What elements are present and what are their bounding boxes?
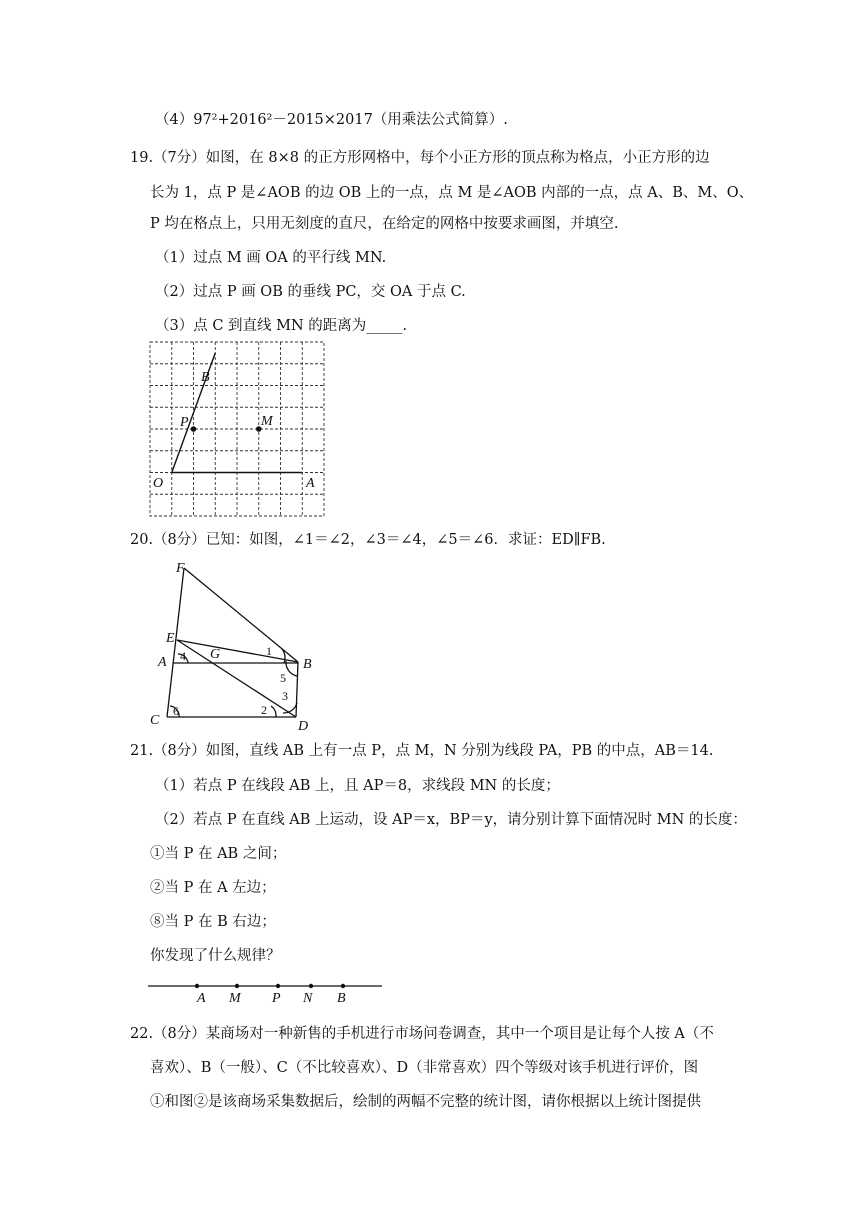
label-p: P [272, 991, 281, 1006]
label-f: F [176, 561, 185, 576]
q19-line2: 长为 1，点 P 是∠AOB 的边 OB 上的一点，点 M 是∠AOB 内部的一点，点 A、B、M、O、 [150, 185, 754, 201]
segment-fb [184, 568, 298, 662]
label-o: O [153, 476, 164, 491]
label-m: M [229, 991, 241, 1006]
q21-case2: ②当 P 在 A 左边； [150, 880, 276, 896]
q22-line2: 喜欢）、B（一般）、C（不比较喜欢）、D（非常喜欢）四个等级对该手机进行评价，图 [150, 1060, 699, 1076]
segment-bd [296, 662, 298, 717]
q19-part3: （3）点 C 到直线 MN 的距离为_____. [155, 318, 408, 334]
q20-line1: 20.（8分）已知：如图，∠1＝∠2，∠3＝∠4，∠5＝∠6．求证：ED∥FB. [130, 532, 606, 548]
q19-grid-figure [140, 336, 340, 520]
label-b: B [303, 657, 312, 672]
q19-part1: （1）过点 M 画 OA 的平行线 MN. [155, 250, 387, 266]
label-a: A [158, 655, 167, 670]
segment-ed [177, 640, 296, 717]
q22-line3: ①和图②是该商场采集数据后，绘制的两幅不完整的统计图，请你根据以上统计图提供 [150, 1094, 701, 1110]
angle-1-label: 1 [266, 644, 272, 658]
label-e: E [166, 631, 175, 646]
label-p: P [180, 415, 189, 430]
angle-4-label: 4 [180, 649, 186, 663]
q19-line3: P 均在格点上，只用无刻度的直尺，在给定的网格中按要求画图，并填空. [150, 216, 619, 232]
q21-question: 你发现了什么规律？ [150, 948, 281, 964]
angle-2-label: 2 [261, 703, 267, 717]
label-a: A [197, 991, 206, 1006]
label-m: M [261, 414, 273, 429]
angle-6-label: 6 [173, 704, 179, 718]
label-b: B [201, 370, 210, 385]
label-g: G [210, 647, 221, 662]
label-c: C [150, 713, 160, 728]
label-a: A [306, 476, 315, 491]
angle-3-label: 3 [282, 689, 288, 703]
grid-lines [150, 342, 324, 516]
q21-part1: （1）若点 P 在线段 AB 上，且 AP＝8，求线段 MN 的长度； [155, 778, 560, 794]
q18-part4: （4）97²+2016²－2015×2017（用乘法公式简算）. [155, 112, 508, 128]
label-d: D [298, 719, 309, 734]
q21-case3: ⑧当 P 在 B 右边； [150, 914, 276, 930]
q19-part2: （2）过点 P 画 OB 的垂线 PC，交 OA 于点 C. [155, 284, 466, 300]
label-n: N [303, 991, 313, 1006]
q20-geometry-figure [140, 558, 330, 734]
angle-5-label: 5 [280, 671, 286, 685]
q21-case1: ①当 P 在 AB 之间； [150, 846, 287, 862]
label-b: B [337, 991, 346, 1006]
q21-part2: （2）若点 P 在直线 AB 上运动，设 AP＝x，BP＝y，请分别计算下面情况时 MN 的长度： [155, 812, 747, 828]
point-p [191, 426, 197, 432]
q19-line1: 19.（7分）如图，在 8×8 的正方形网格中，每个小正方形的顶点称为格点，小正方形的边 [130, 150, 710, 166]
q22-line1: 22.（8分）某商场对一种新售的手机进行市场问卷调查，其中一个项目是让每个人按 A（不 [130, 1026, 714, 1042]
q21-line-figure [140, 974, 390, 1008]
q21-line1: 21.（8分）如图，直线 AB 上有一点 P，点 M，N 分别为线段 PA，PB 的中点，AB＝14. [130, 743, 714, 759]
